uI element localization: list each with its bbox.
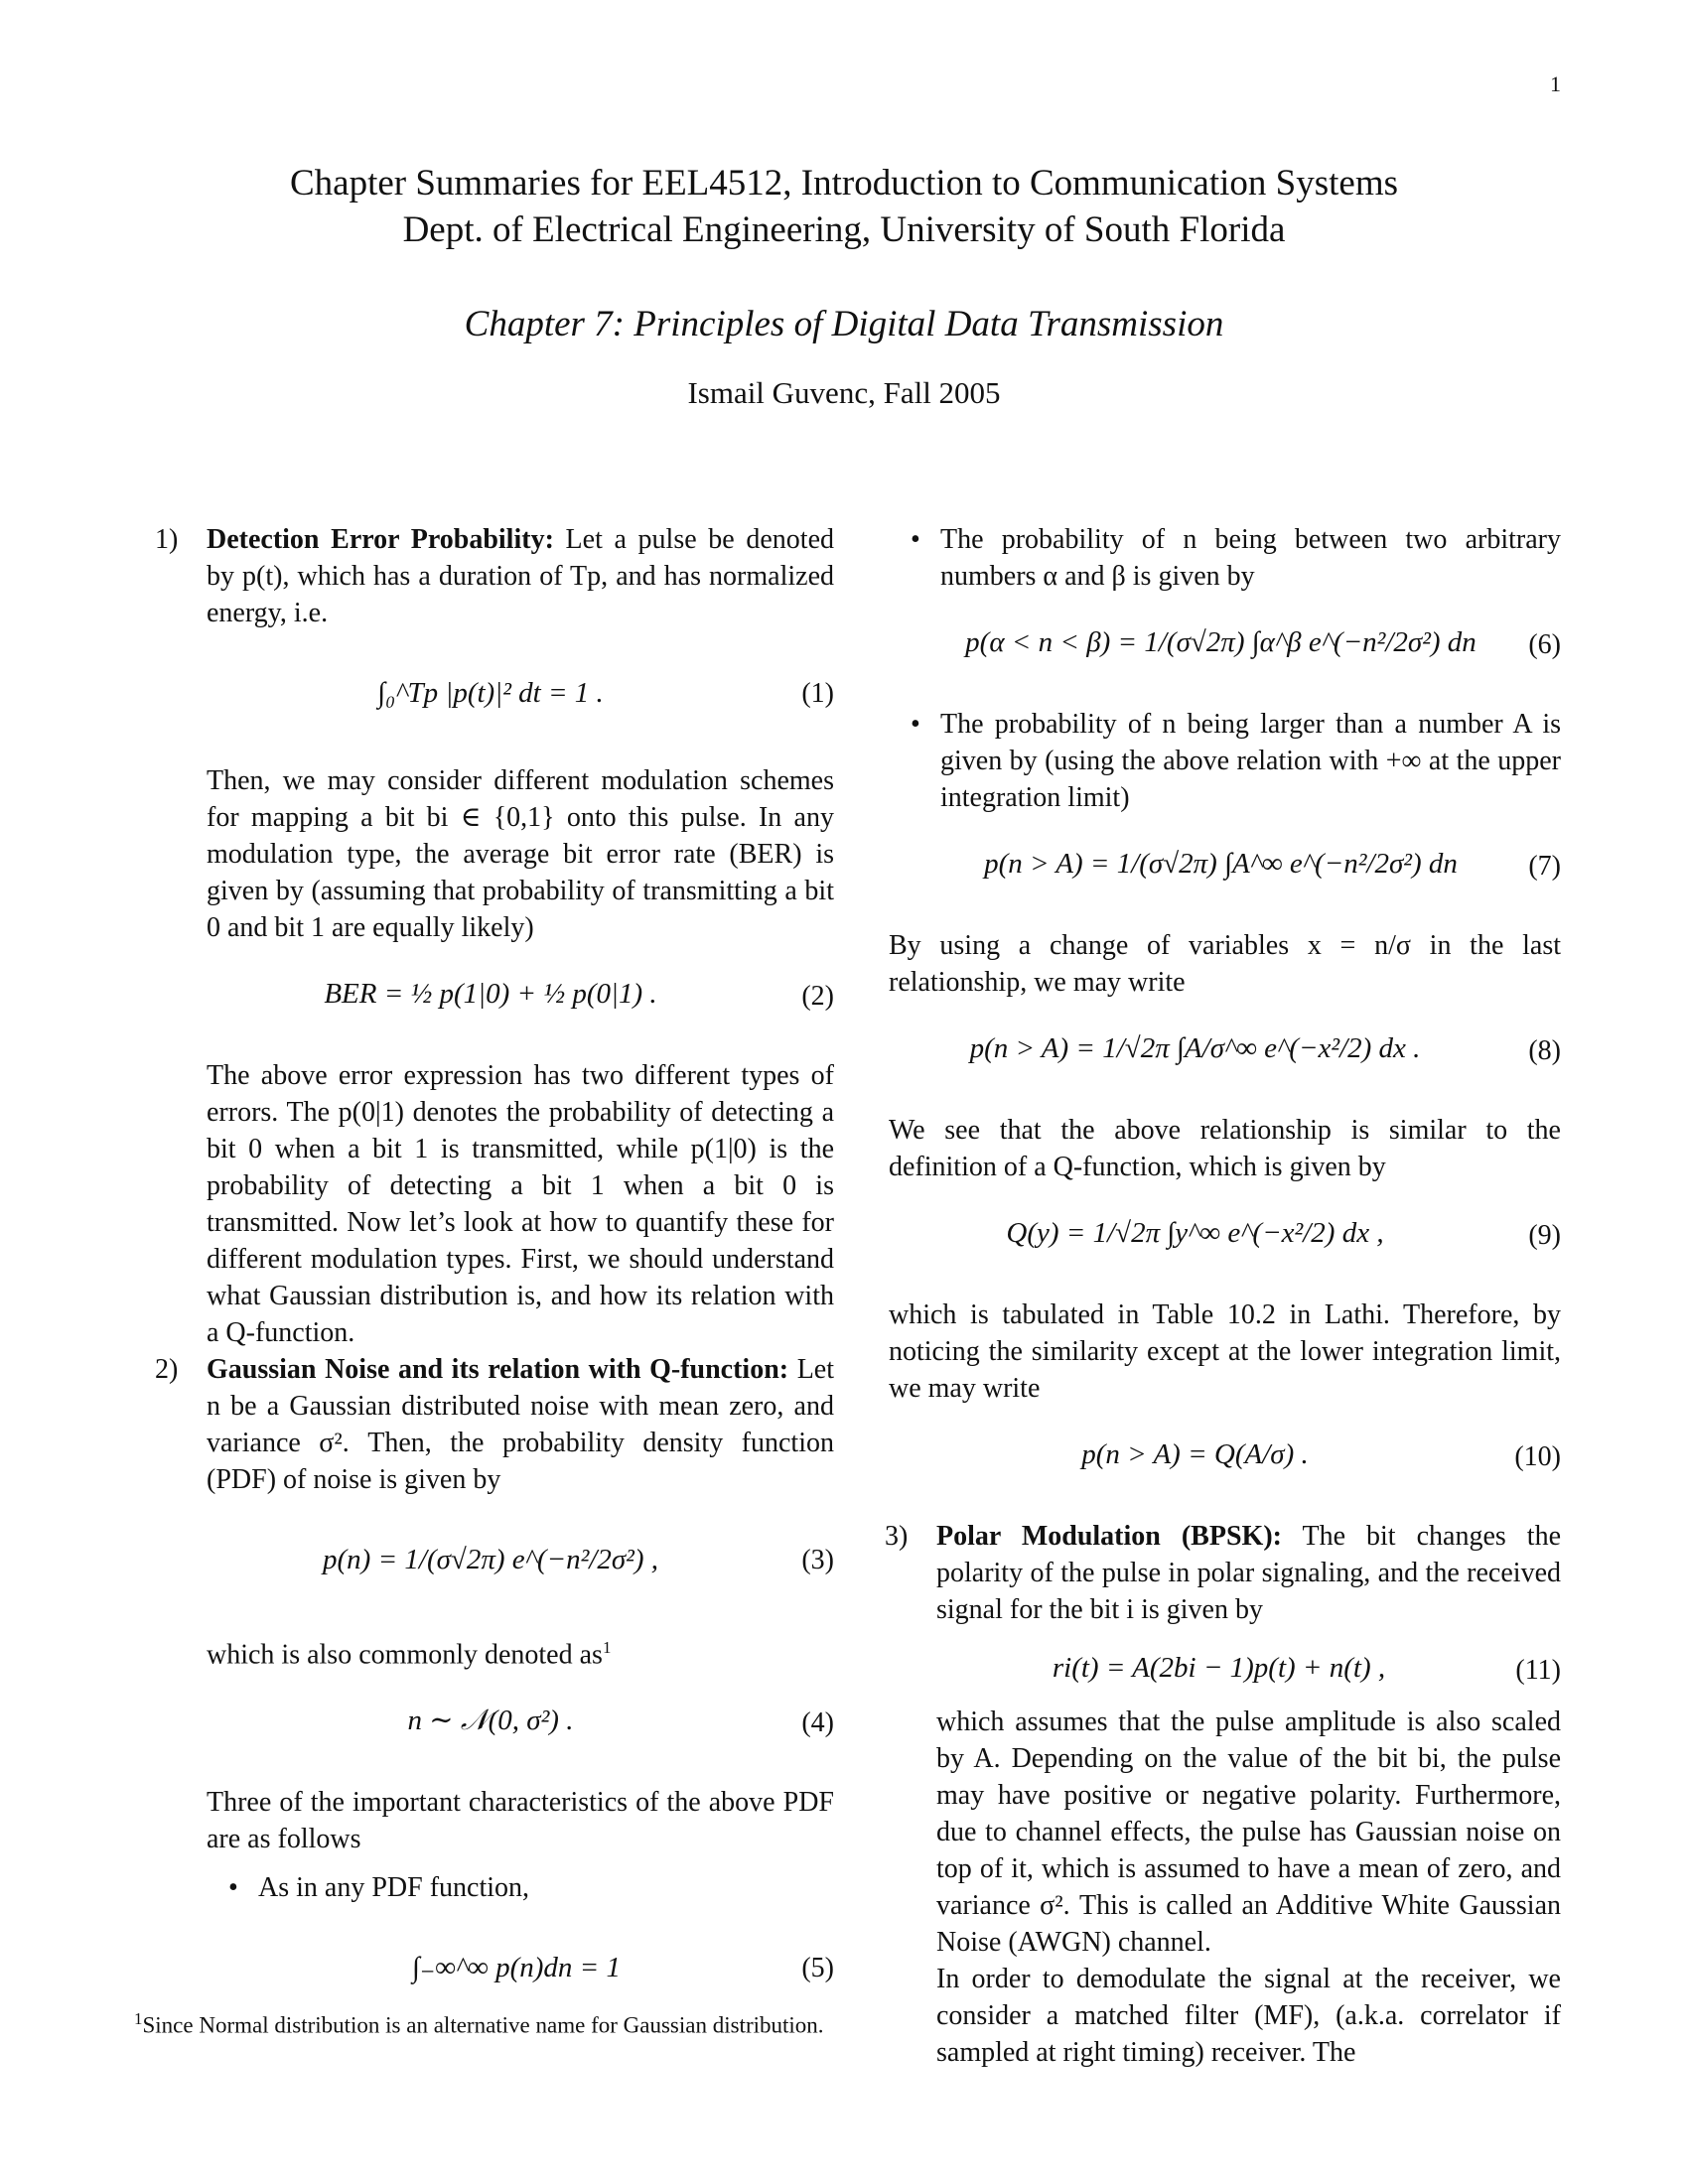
section-3 (885, 1518, 1561, 2071)
section-number: 3) (885, 1521, 909, 1552)
equation-11 (936, 1636, 1561, 1696)
document-title-line-1: Chapter Summaries for EEL4512, Introduction to Communication Systems (289, 163, 1399, 204)
bullet-item (228, 1869, 834, 2021)
footnote (134, 2005, 834, 2040)
equation-number: (6) (1528, 629, 1561, 660)
paragraph: We see that the above relationship is similar to the definition of a Q-function, which is given by (889, 1115, 1561, 1182)
section-1 (155, 521, 834, 1351)
bullet-text: The probability of n being larger than a number A is given by (using the above relation with +∞ at the upper integration limit) (940, 709, 1561, 813)
equation-expression: BER = ½ p(1|0) + ½ p(0|1) . (324, 978, 657, 1010)
equation-6 (940, 611, 1561, 690)
equation-expression: Q(y) = 1/√2π ∫y^∞ e^(−x²/2) dx , (1006, 1217, 1384, 1249)
paragraph: Then, we may consider different modulation schemes for mapping a bit bi ∈ {0,1} onto this pulse. In any modulation type, the average bit error rate (BER) is given by (assuming that probability of transmitting a bit 0 and bit 1 are equally likely) (207, 765, 834, 943)
equation-8 (889, 1017, 1561, 1096)
chapter-title: Chapter 7: Principles of Digital Data Transmission (464, 304, 1224, 344)
equation-4 (207, 1689, 834, 1768)
paragraph: which is tabulated in Table 10.2 in Lathi. Therefore, by noticing the similarity except at the lower integration limit, we may write (889, 1299, 1561, 1404)
equation-number: (3) (801, 1545, 834, 1575)
equation-7 (940, 832, 1561, 911)
section-number: 1) (155, 524, 179, 555)
bullet-icon: • (911, 709, 920, 740)
page-number: 1 (1550, 71, 1561, 96)
equation-expression: p(n > A) = Q(A/σ) . (1081, 1438, 1309, 1470)
equation-expression: p(n) = 1/(σ√2π) e^(−n²/2σ²) , (323, 1544, 658, 1575)
paragraph: which is also commonly denoted as (207, 1639, 603, 1671)
bullet-text: The probability of n being between two arbitrary numbers α and β is given by (940, 524, 1561, 592)
paragraph: In order to demodulate the signal at the receiver, we consider a matched filter (MF), (a.k.a. correlator if sampled at right timing) receiver. The (936, 1964, 1561, 2068)
paragraph: By using a change of variables x = n/σ in the last relationship, we may write (889, 930, 1561, 998)
equation-number: (7) (1528, 851, 1561, 882)
footnote-text: Since Normal distribution is an alternative name for Gaussian distribution. (142, 2012, 824, 2038)
bullet-icon: • (228, 1872, 238, 1904)
equation-1 (207, 647, 834, 747)
section-number: 2) (155, 1354, 179, 1385)
section-2 (155, 1351, 834, 2021)
paragraph: The above error expression has two different types of errors. The p(0|1) denotes the probability of detecting a bit 0 when a bit 1 is transmitted, while p(1|0) is the probability of detecting a bit 1 when a bit 0 is transmitted. Now let’s look at how to quantify these for different modulation types. First, we should understand what Gaussian distribution is, and how its relation with a Q-function. (207, 1060, 834, 1348)
section-heading: Gaussian Noise and its relation with Q-function: (207, 1354, 789, 1385)
equation-expression: p(n > A) = 1/√2π ∫A/σ^∞ e^(−x²/2) dx . (969, 1032, 1421, 1064)
equation-number: (4) (801, 1707, 834, 1739)
paragraph: Let n be a Gaussian distributed noise with mean zero, and variance σ². Then, the probability density function (PDF) of noise is given by (207, 1354, 834, 1495)
equation-number: (11) (1515, 1655, 1561, 1686)
paragraph: The bit changes the polarity of the pulse in polar signaling, and the received signal for the bit i is given by (936, 1521, 1561, 1625)
equation-expression: ri(t) = A(2bi − 1)p(t) + n(t) , (1052, 1652, 1386, 1684)
equation-expression: n ∼ 𝒩(0, σ²) . (407, 1705, 574, 1737)
bullet-item (911, 521, 1561, 690)
equation-expression: p(α < n < β) = 1/(σ√2π) ∫α^β e^(−n²/2σ²) dn (965, 626, 1477, 658)
right-column (885, 521, 1561, 2071)
equation-expression: ∫₀^Tp |p(t)|² dt = 1 . (377, 677, 604, 709)
footnote-reference: 1 (602, 1638, 612, 1657)
equation-number: (9) (1528, 1220, 1561, 1251)
equation-number: (5) (801, 1953, 834, 1984)
equation-3 (207, 1514, 834, 1613)
author-line: Ismail Guvenc, Fall 2005 (687, 375, 1001, 410)
equation-number: (1) (801, 678, 834, 709)
bullet-icon: • (911, 524, 920, 555)
left-column (155, 521, 834, 2037)
equation-number: (2) (801, 981, 834, 1012)
bullet-text: As in any PDF function, (258, 1872, 529, 1904)
document-title-line-2: Dept. of Electrical Engineering, University of South Florida (402, 209, 1286, 250)
section-heading: Detection Error Probability: (207, 524, 554, 555)
section-heading: Polar Modulation (BPSK): (936, 1521, 1282, 1552)
equation-10 (889, 1423, 1561, 1502)
bullet-item (911, 706, 1561, 911)
equation-9 (889, 1201, 1561, 1281)
equation-number: (8) (1528, 1035, 1561, 1066)
equation-number: (10) (1514, 1441, 1561, 1472)
equation-expression: p(n > A) = 1/(σ√2π) ∫A^∞ e^(−n²/2σ²) dn (984, 848, 1458, 880)
equation-2 (207, 962, 834, 1041)
paragraph: which assumes that the pulse amplitude is also scaled by A. Depending on the value of the bit bi, the pulse may have positive or negative polarity. Furthermore, due to channel effects, the pulse has Gaussian noise on top of it, which is assumed to have a mean of zero, and variance σ². This is called an Additive White Gaussian Noise (AWGN) channel. (936, 1706, 1561, 1958)
paragraph: Three of the important characteristics of the above PDF are as follows (207, 1787, 834, 1855)
equation-expression: ∫₋∞^∞ p(n)dn = 1 (412, 1952, 621, 1984)
paragraph: Let a pulse be denoted by p(t), which has a duration of Tp, and has normalized energy, i.e. (207, 524, 834, 628)
footnote-mark: 1 (134, 2009, 143, 2028)
